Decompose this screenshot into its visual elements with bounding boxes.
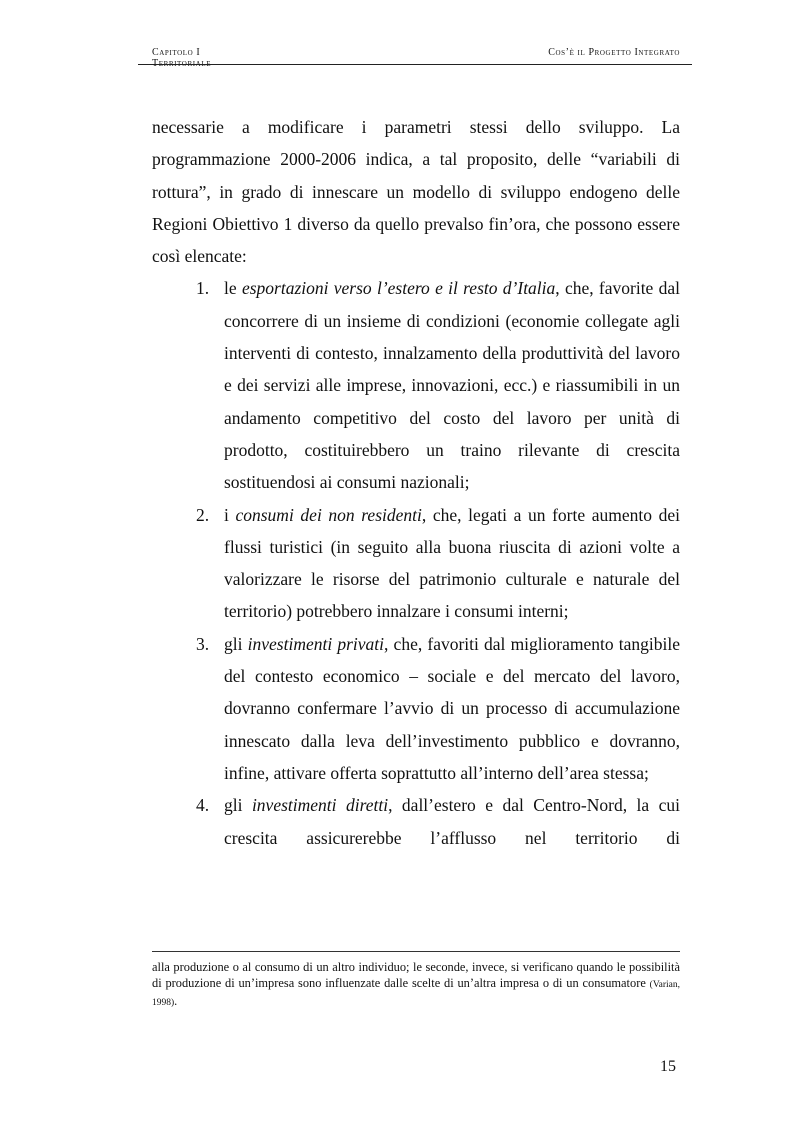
list-item-emphasis: investimenti privati [247,633,385,654]
footnote-end: . [174,994,178,1008]
list-item-body: , che, legati a un forte aumento dei flussi turistici (in seguito alla buona riuscita di azioni volte a valorizzare le risorse del patrimonio culturale e naturale del territorio) potrebbero innalzare i consumi interni; [224,504,680,622]
list-item-lead: le [224,278,242,299]
main-text [152,111,680,854]
page-number: 15 [660,1058,676,1075]
footnote-rule [152,951,680,952]
intro-paragraph: necessarie a modificare i parametri stessi dello sviluppo. La programmazione 2000-2006 indica, a tal proposito, delle “variabili di rottura”, in grado di innescare un modello di sviluppo endogeno delle Regioni Obiettivo 1 diverso da quello prevalso fin’ora, che possono essere così elencate: [152,117,680,267]
header-rule [138,64,692,65]
list-item-content [224,789,680,854]
list-item-number: 2. [196,504,210,525]
list-item-emphasis: consumi dei non residenti [235,504,422,525]
list-item-number: 1. [196,278,210,299]
variables-list [152,272,680,853]
header-chapter-line1: Capitolo I [152,47,201,58]
list-item-body: , che, favoriti dal miglioramento tangibile del contesto economico – sociale e del mercato del lavoro, dovranno confermare l’avvio di un processo di accumulazione innescato dalla leva dell’investimento pubblico e dovranno, infine, attivare offerta soprattutto all’interno dell’area stessa; [224,633,680,783]
list-item-lead: gli [224,795,252,816]
footnote-text: alla produzione o al consumo di un altro individuo; le seconde, invece, si verificano quando le possibilità di produzione di un’impresa sono influenzate dalle scelte di un’altra impresa o di un consumatore [152,960,680,990]
list-item-emphasis: investimenti diretti [251,795,389,816]
list-item-number: 4. [196,795,210,816]
list-item-lead: i [224,504,236,525]
list-item [152,499,680,628]
list-item [152,789,680,854]
header-section-title: Cos’è il Progetto Integrato [548,47,680,58]
list-item-body: , dall’estero e dal Centro-Nord, la cui crescita assicurerebbe l’afflusso nel territorio di [224,795,681,848]
list-item-body: , che, favorite dal concorrere di un insieme di condizioni (economie collegate agli interventi di contesto, innalzamento della produttività del lavoro e dei servizi alle imprese, innovazioni, ecc.) e riassumibili in un andamento competitivo del costo del lavoro per unità di prodotto, costituirebbero un traino rilevante di crescita sostituendosi ai consumi nazionali; [224,278,680,493]
header-chapter [152,47,211,69]
list-item-lead: gli [224,633,248,654]
footnote-citation: (Varian, 1998) [152,980,680,1008]
footnote [152,959,680,1011]
list-item-emphasis: esportazioni verso l’estero e il resto d’Italia [241,278,556,299]
list-item-number: 3. [196,633,210,654]
list-item [152,272,680,498]
list-item [152,628,680,789]
